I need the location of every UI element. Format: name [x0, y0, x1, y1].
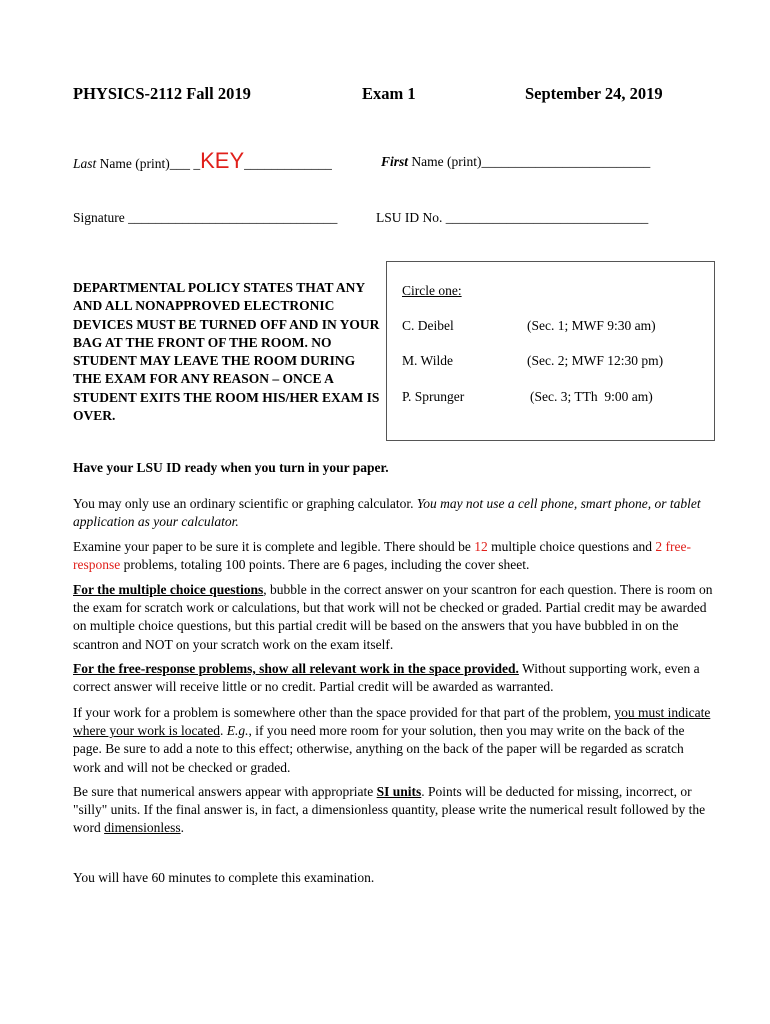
fr-count: 2 free-response [73, 539, 691, 573]
calculator-plain: You may only use an ordinary scientific or graphing calculator. [73, 496, 417, 511]
si-units-paragraph [73, 783, 713, 838]
examine-paragraph [73, 538, 713, 574]
key-annotation: KEY [200, 148, 245, 173]
mc-body: , bubble in the correct answer on your scantron for each question. There is room on the exam for scratch work or calculations, but that work will not be checked or graded. Partial credit may be awarded on multiple choice questions, but this partial credit will be based on the answers that you have bubbled in on the scantron and NOT on your scratch work on the exam itself. [73, 582, 713, 652]
si-text-3: . [180, 820, 184, 836]
fr-heading: For the free-response problems, show all relevant work in the space provided. [73, 661, 519, 676]
exam-title: Exam 1 [362, 84, 416, 103]
instructor-wilde[interactable]: M. Wilde [402, 353, 453, 368]
section-3: (Sec. 3; TTh 9:00 am) [530, 389, 653, 404]
multiple-choice-paragraph [73, 581, 713, 654]
instructor-deibel[interactable]: C. Deibel [402, 318, 454, 333]
si-text-2: . Points will be deducted for missing, incorrect, or "silly" units. If the final answer is, in fact, a dimensionless quantity, please write the numerical result followed by the word [73, 784, 706, 836]
eg-text: E.g. [226, 723, 249, 739]
calculator-paragraph [73, 495, 713, 531]
first-name-field[interactable] [381, 154, 650, 170]
section-2: (Sec. 2; MWF 12:30 pm) [527, 353, 664, 368]
exam-date: September 24, 2019 [525, 84, 663, 103]
free-response-paragraph [73, 660, 713, 696]
mc-count: 12 [474, 539, 488, 554]
mc-heading: For the multiple choice questions [73, 582, 264, 597]
first-label-italic: First [381, 154, 409, 169]
calculator-italic: You may not use a cell phone, smart phone, or tablet application as your calculator. [73, 496, 701, 530]
last-label-rest: Name (print)___ _ [96, 156, 201, 171]
signature-field[interactable]: Signature _______________________________ [73, 210, 338, 225]
si-text-1: Be sure that numerical answers appear with appropriate [73, 784, 377, 799]
time-limit: You will have 60 minutes to complete this examination. [73, 870, 375, 885]
last-label-italic: Last [73, 156, 97, 171]
work-location-paragraph [73, 704, 713, 777]
dimensionless-word: dimensionless [104, 820, 181, 836]
circle-one-label: Circle one: [402, 283, 462, 298]
work-text-3: , if you need more room for your solution, then you may write on the back of the page. Be sure to add a note to this effect; otherwise, anything on the back of the paper will be regarded as scratch work and will not be checked or graded. [73, 723, 685, 775]
lsu-id-reminder: Have your LSU ID ready when you turn in your paper. [73, 460, 389, 475]
work-text-1: If your work for a problem is somewhere other than the space provided for that part of the problem, [73, 705, 615, 720]
course-title: PHYSICS-2112 Fall 2019 [73, 84, 251, 103]
fr-body: Without supporting work, even a correct answer will receive little or no credit. Partial credit will be awarded as warranted. [73, 661, 700, 695]
si-units-label: SI units [376, 784, 422, 799]
examine-text-1: Examine your paper to be sure it is complete and legible. There should be [73, 539, 475, 554]
section-1: (Sec. 1; MWF 9:30 am) [527, 318, 656, 333]
policy-statement: DEPARTMENTAL POLICY STATES THAT ANY AND ALL NONAPPROVED ELECTRONIC DEVICES MUST BE TURNED OFF AND IN YOUR BAG AT THE FRONT OF THE ROOM. NO STUDENT MAY LEAVE THE ROOM DURING THE EXAM FOR ANY REASON – ONCE A STUDENT EXITS THE ROOM HIS/HER EXAM IS OVER. [73, 280, 380, 424]
lsu-id-field[interactable]: LSU ID No. ______________________________ [376, 210, 649, 225]
work-underlined: you must indicate where your work is located [73, 705, 711, 739]
instructor-sprunger[interactable]: P. Sprunger [402, 389, 465, 404]
work-text-2: . [219, 723, 227, 739]
examine-text-2: multiple choice questions and [487, 539, 656, 554]
first-label-rest: Name (print)_________________________ [408, 154, 651, 169]
examine-text-3: problems, totaling 100 points. There are 6 pages, including the cover sheet. [120, 557, 530, 573]
last-name-field[interactable] [73, 148, 332, 174]
last-blank: _____________ [244, 156, 332, 171]
